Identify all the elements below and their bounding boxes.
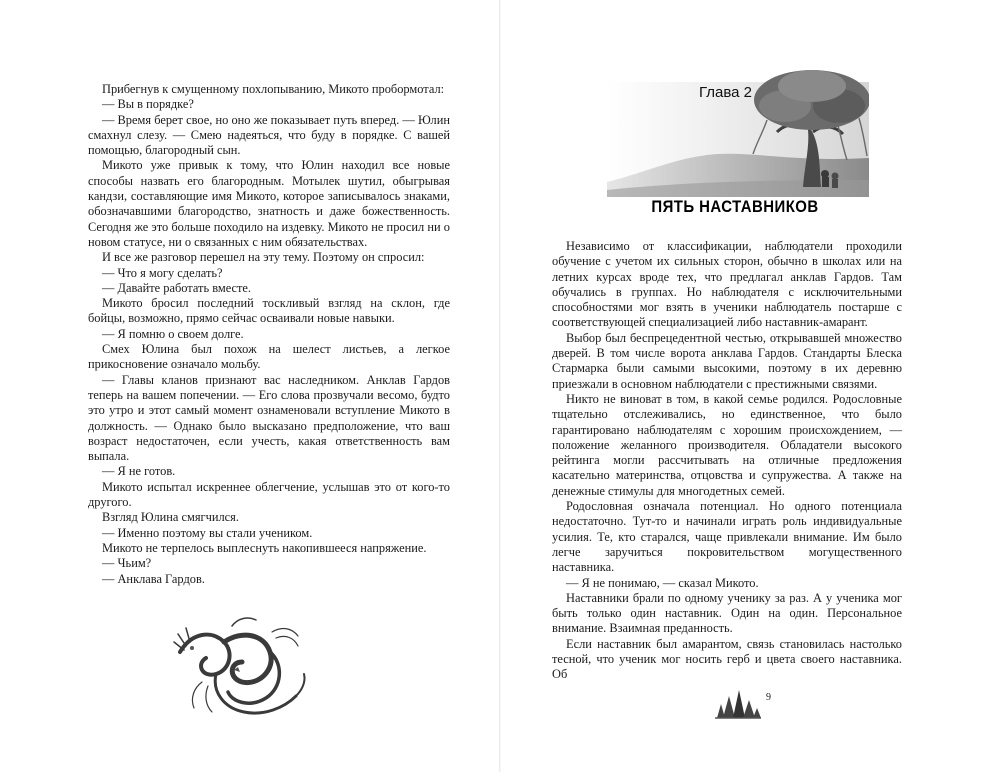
paragraph: Прибегнув к смущенному похлопыванию, Микото пробормотал: — [102, 82, 445, 96]
chapter-label: Глава 2 — [699, 84, 753, 101]
paragraph: Взгляд Юлина смягчился. — [102, 510, 239, 525]
paragraph: — Вы в порядке? — [102, 97, 194, 112]
paragraph: Наставники брали по одному ученику за раз. А у ученика мог быть только один наставник. Один на один. Персональное внимание. Взаимная преданность. — [552, 590, 902, 636]
right-page-text — [552, 239, 902, 683]
paragraph: Микото уже привык к тому, что Юлин находил все новые способы назвать его благородным. Мотылек шутил, обыгрывая кандзи, составляющие имя Микото, которое записывалось знаками, обозначавшими благородство, знатность и даже божественность. Сегодня же это больше походило на издевку. Микото не просил ни о новом статусе, ни о связанных с ним обязательствах. — [88, 158, 450, 249]
right-page — [500, 0, 1000, 772]
paragraph: Родословная означала потенциал. Но одного потенциала недостаточно. Тут-то и начинали играть роль индивидуальные усилия. Те, кто старался, чаще привлекали внимание. Им было легче заручиться покровительством могущественного наставника. — [552, 499, 902, 575]
paragraph: Независимо от классификации, наблюдатели проходили обучение с учетом их сильных сторон, обычно в школах или на летних курсах вроде тех, что предлагал анклав Гардов. Там обучались в группах. Но наблюдателя с исключительными способностями мог взять в ученики наблюдатель постарше с соответствующей специализацией либо наставник-амарант. — [552, 239, 902, 330]
paragraph: — Время берет свое, но оно же показывает путь вперед. — Юлин смахнул слезу. — Смею надеяться, что буду в порядке. С вашей помощью, благородный сын. — [88, 112, 450, 158]
paragraph: — Главы кланов признают вас наследником. Анклав Гардов теперь на вашем попечении. — Его слова прозвучали весомо, будто это утро и этот самый момент ознаменовали вступление Микото в должность. — Однако было высказано предположение, что ваш возраст недостаточен, если учесть, какая ответственность вам выпала. — [88, 372, 450, 464]
paragraph: Смех Юлина был похож на шелест листьев, а легкое прикосновение означало мольбу. — [88, 342, 450, 372]
paragraph: Микото бросил последний тоскливый взгляд на склон, где бойцы, возможно, прямо сейчас осваивали новые навыки. — [88, 296, 450, 326]
paragraph: — Что я могу сделать? — [102, 265, 223, 280]
paragraph: Микото испытал искреннее облегчение, услышав это от кого-то другого. — [88, 479, 450, 510]
dragon-illustration — [172, 612, 312, 722]
paragraph: Микото не терпелось выплеснуть накопившееся напряжение. — [102, 540, 427, 555]
page-number: 9 — [766, 692, 771, 703]
paragraph: — Я не готов. — [102, 464, 176, 479]
paragraph: И все же разговор перешел на эту тему. Поэтому он спросил: — [102, 250, 425, 265]
paragraph: — Давайте работать вместе. — [102, 280, 252, 295]
chapter-title: ПЯТЬ НАСТАВНИКОВ — [651, 197, 819, 216]
left-page-text — [88, 82, 450, 587]
paragraph: — Именно поэтому вы стали учеником. — [102, 525, 313, 540]
paragraph: — Анклава Гардов. — [102, 571, 205, 586]
paragraph: Никто не виноват в том, в какой семье родился. Родословные тщательно отслеживались, но единственное, что было гарантировано наблюдателям с хорошим происхождением, — положение желанного производителя. Обладатели высокого рейтинга могли рассчитывать на отличные предложения касательно материнства, отцовства и супружества. А также на денежные стимулы для многодетных семей. — [552, 391, 902, 498]
crystal-ornament-icon — [713, 688, 763, 720]
paragraph: — Чьим? — [102, 556, 152, 571]
paragraph: Выбор был беспрецедентной честью, открывавшей множество дверей. В том числе ворота анклава Гардов. Стандарты Блеска Стармарка были самыми высокими, поэтому в их деревню приезжали в основном наблюдатели с престижными связями. — [552, 330, 902, 391]
paragraph: — Я помню о своем долге. — [102, 326, 244, 341]
paragraph: — Я не понимаю, — сказал Микото. — [566, 575, 759, 590]
paragraph: Если наставник был амарантом, связь становилась настолько тесной, что ученик мог носить герб и цвета своего наставника. Об — [552, 636, 902, 682]
